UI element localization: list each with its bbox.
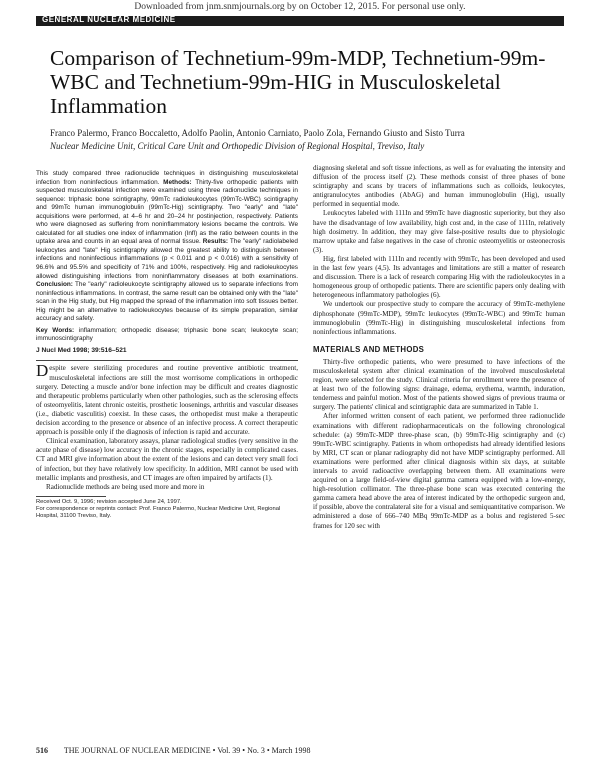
abstract-conclusion: The "early" radioleukocyte scintigraphy allowed us to separate infections from noninfectious inflammations. In contrast, the same result can be obtained only with the "late" scan in the Hig study, but Hig mapped the spread of the inflammation into soft tissues better. Hig might be an alternative to radioleukocytes because of its simple preparation, similar accuracy and safety.	[36, 281, 298, 323]
download-notice: Downloaded from jnm.snmjournals.org by on October 12, 2015. For personal use only.	[134, 2, 466, 12]
body-paragraph: Hig, first labeled with 111In and recently with 99mTc, has been developed and used in the last few years (4,5). Its advantages and limitations are still a matter of research and discussion. There is a lack of research comparing Hig with the radioleukocytes in a homogeneous group of orthopedic patients. There are scientific papers only dealing with heterogeneous inflammatory pathologies (6).	[313, 254, 565, 300]
affiliation: Nuclear Medicine Unit, Critical Care Unit and Orthopedic Division of Regional Hospital, Treviso, Italy	[50, 141, 425, 151]
right-column	[313, 164, 565, 531]
footnote-divider	[36, 496, 106, 497]
section-heading: MATERIALS AND METHODS	[313, 344, 425, 354]
body-paragraph: After informed written consent of each patient, we performed three radionuclide examinations with different radiopharmaceuticals on the following chronological schedule: (a) 99mTc-MDP three-phase scan, (b) 99mTc-Hig scintigraphy and (c) 99mTc-WBC scintigraphy. Patients in whom orthopedists had already identified lesions by MRI, CT scan or planar radiography did not have MDP scintigraphy performed. All examinations were performed after clinical diagnosis within six days, at suitable intervals to avoid radioactive overlapping between them. All examinations were acquired on a large field-of-view digital gamma camera equipped with a low-energy, high-resolution collimator. The three-phase bone scan was executed centering the gamma camera head above the area of interest indicated by the orthopedic surgeon and, if possible, above the contralateral site for a visual and semiquantitative comparison. We administered a dose of 666–740 MBq 99mTc-MDP as a bolus and registered 5-sec frames for 120 sec with	[313, 412, 565, 530]
results-label: Results:	[202, 238, 229, 246]
section-label: GENERAL NUCLEAR MEDICINE	[42, 15, 176, 24]
body-paragraph: Thirty-five orthopedic patients, who were presumed to have infections of the musculoskeletal system after clinical examination of the involved musculoskeletal region, were selected for the study. Clinical criteria for enrollment were the presence of at least two of the following signs: drainage, edema, erythema, warmth, induration, tenderness and painful motion. Most of the patients showed signs of previous trauma or surgery. The patients' clinical and scintigraphic data are summarized in Table 1.	[313, 357, 565, 412]
author-list: Franco Palermo, Franco Boccaletto, Adolfo Paolin, Antonio Carniato, Paolo Zola, Fernando Giusto and Sisto Turra	[50, 128, 465, 138]
footnote-correspondence: For correspondence or reprints contact: Prof. Franco Palermo, Nuclear Medicine Unit, Regional Hospital, 31100 Treviso, Italy.	[36, 505, 281, 519]
body-paragraph: Clinical examination, laboratory assays, planar radiological studies (very sensitive in the acute phase of disease) low accuracy in the chronic stages, especially in complicated cases. CT and MRI give information about the extent of the lesions and can detect very small foci of infection, but they have relatively low specificity. In addition, MRI cannot be used with metallic implants and prosthesis, and CT images are often impaired by artifacts (1).	[36, 437, 298, 482]
right-body-text	[313, 164, 565, 531]
journal-footer: THE JOURNAL OF NUCLEAR MEDICINE • Vol. 39 • No. 3 • March 1998	[63, 746, 311, 755]
abstract-divider	[36, 360, 298, 361]
page-footer	[36, 746, 564, 755]
abstract-keywords: inflammation; orthopedic disease; triphasic bone scan; leukocyte scan; immunoscintigraphy	[36, 326, 298, 343]
abstract-results: The "early" radiolabeled leukocytes and "late" Hig scintigraphy allowed the greatest ability to distinguish between infections and noninfectious inflammations (p < 0.011 and p < 0.016) with a sensitivity of 96.6% and 95.5% and specificity of 71% and 100%, respectively. Hig and radioleukocytes allowed distinguishing infections from noninflammatory diseases at both examinations.	[36, 238, 298, 280]
keywords-label: Key Words:	[36, 326, 75, 334]
body-paragraph: Radionuclide methods are being used more and more in	[46, 482, 205, 491]
body-paragraph: diagnosing skeletal and soft tissue infections, as well as for evaluating the intensity and diffusion of the process itself (2). These methods consist of three phases of bone scintigraphy and scans by tracers of inflammations such as colloids, leukocytes, antigranulocytes antibodies (AbAG) and human immunoglobulin (Hig), usually performed in sequential mode.	[313, 164, 565, 209]
section-banner	[36, 16, 564, 26]
body-paragraph: We undertook our prospective study to compare the accuracy of 99mTc-methylene diphosphonate (99mTc-MDP), 99mTc leukocytes (99mTc-WBC) and 99mTc human immunoglobulin (99mTc-Hig) in distinguishing musculoskeletal infections from noninfectious inflammations.	[313, 300, 565, 336]
footnote-received: Received Oct. 9, 1996; revision accepted June 24, 1997.	[36, 498, 182, 505]
abstract	[36, 170, 298, 355]
conclusion-label: Conclusion:	[36, 281, 73, 289]
drop-cap: D	[36, 361, 49, 381]
abstract-methods: Thirty-five orthopedic patients with suspected musculoskeletal infection were examined using three radionuclide techniques in sequence: triphasic bone scintigraphy, 99mTc radioleukocytes (99mTc-WBC) scintigraphy and 99mTc human immunoglobulin (99mTc-Hig) scintigraphy. Two "early" and "late" acquisitions were performed, at 4–6 hr and 20–24 hr postinjection, respectively. Patients who were diagnosed as suffering from noninflammatory lesions became the controls. We calculated for all studies one index of inflammation (Infl) as the ratio between counts in the uptake area and counts in an equal area of normal tissue.	[36, 178, 299, 246]
left-column	[36, 170, 298, 520]
body-paragraph: espite severe sterilizing procedures and routine preventive antibiotic treatment, musculoskeletal infections are still the most worrisome complications in orthopedic surgery. Detecting a muscle and/or bone infection may be difficult and creates diagnostic and therapeutic problems particularly when other pathologies, such as the sclerosing effects of osteomyelitis, latent chronic osteitis, prosthetic loosenings, arthritis and vascular diseases (i.e., diabetic vasculitis) coexist. In these cases, the orthopedist must make a therapeutic decision according to the presence or absence of an infective process. A correct therapeutic approach is possible only if the diagnosis of infection is rapid and accurate.	[36, 364, 298, 437]
methods-label: Methods:	[163, 178, 192, 186]
article-title: Comparison of Technetium-99m-MDP, Technetium-99m-WBC and Technetium-99m-HIG in Musculoskeletal Inflammation	[50, 46, 546, 118]
abstract-intro: This study compared three radionuclide techniques in distinguishing musculoskeletal infection from noninfectious inflammation.	[36, 170, 298, 186]
page-number: 516	[36, 746, 48, 755]
citation: J Nucl Med 1998; 39:516–521	[36, 346, 127, 354]
left-body-text	[36, 361, 298, 491]
body-paragraph: Leukocytes labeled with 111In and 99mTc have diagnostic superiority, but they also have the disadvantage of low availability, high cost and, in the case of 111In, relatively high dosimetry. In addition, they may give false-positive results due to physiologic marrow uptake and false negatives in the case of chronic osteomyelitis or osteonecrosis (3).	[313, 209, 565, 254]
